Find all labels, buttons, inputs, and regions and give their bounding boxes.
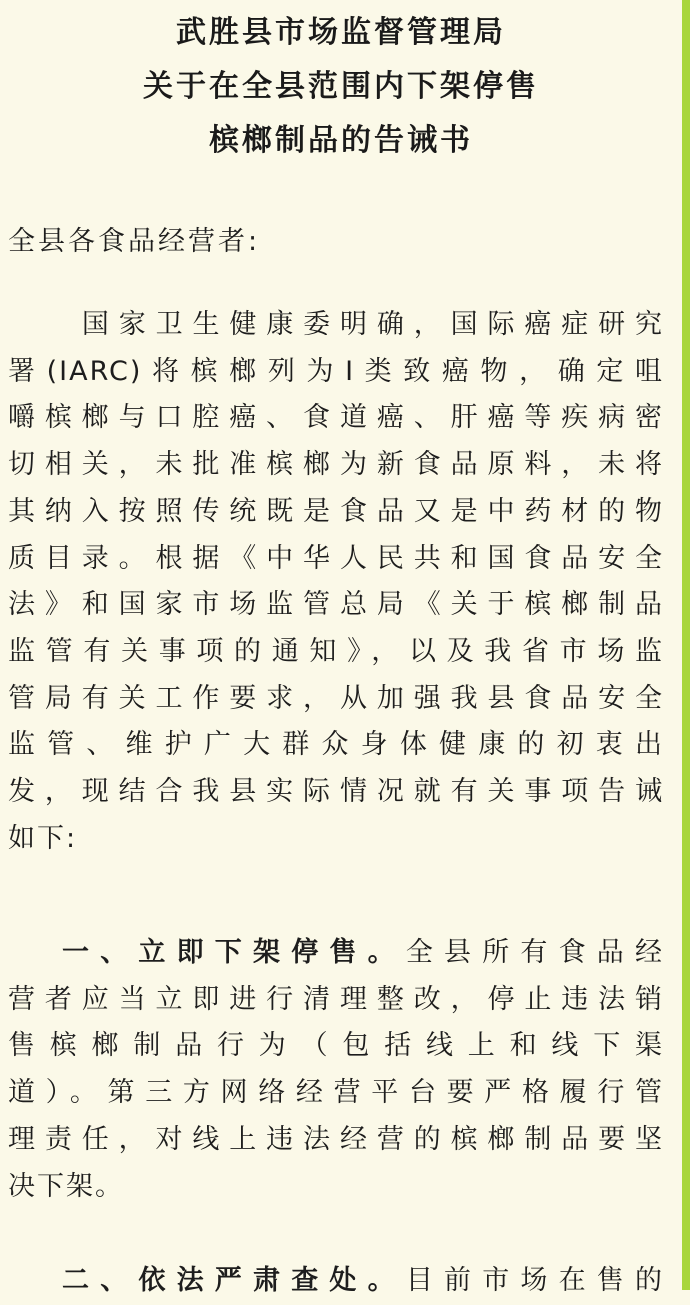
paragraph-line: 道）。第三方网络经营平台要严格履行管: [8, 1077, 664, 1109]
paragraph-line: 其纳入按照传统既是食品又是中药材的物: [8, 495, 664, 527]
paragraph-line: 法》和国家市场监管总局《关于槟榔制品: [8, 589, 664, 621]
section-first-line-text: 全县所有食品经: [405, 937, 664, 968]
section-first-line: [8, 930, 664, 977]
salutation: 全县各食品经营者:: [8, 226, 261, 257]
paragraph-line: 嚼槟榔与口腔癌、食道癌、肝癌等疾病密: [8, 402, 664, 434]
paragraph-line: 监管、维护广大群众身体健康的初衷出: [8, 729, 664, 761]
paragraph-line: 理责任，对线上违法经营的槟榔制品要坚: [8, 1123, 664, 1155]
paragraph-line: 署(IARC)将槟榔列为I类致癌物，确定咀: [8, 355, 664, 387]
section-first-line-text: 目前市场在售的: [405, 1265, 664, 1296]
paragraph-line: 管局有关工作要求，从加强我县食品安全: [8, 682, 664, 714]
document-title: [0, 0, 682, 168]
paragraph-line: 切相关，未批准槟榔为新食品原料，未将: [8, 449, 664, 481]
paragraph-line: 决下架。: [8, 1170, 124, 1202]
paragraph-section-2: [8, 1258, 664, 1305]
paragraph-line: 监管有关事项的通知》，以及我省市场监: [8, 635, 664, 667]
section-heading: 一、立即下架停售。: [62, 937, 406, 968]
title-line-1: 武胜县市场监督管理局: [176, 15, 506, 50]
paragraph-intro: [8, 302, 664, 862]
paragraph-line: 营者应当立即进行清理整改，停止违法销: [8, 983, 664, 1015]
paragraph-section-1: [8, 930, 664, 1210]
section-first-line: [8, 1258, 664, 1305]
title-line-3: 槟榔制品的告诫书: [209, 123, 473, 158]
title-line-2: 关于在全县范围内下架停售: [143, 69, 539, 104]
paragraph-line: 国家卫生健康委明确，国际癌症研究: [8, 309, 664, 340]
section-heading: 二、依法严肃查处。: [62, 1265, 406, 1296]
paragraph-line: 质目录。根据《中华人民共和国食品安全: [8, 542, 664, 574]
paragraph-line: 如下:: [8, 822, 78, 854]
paragraph-line: 售槟榔制品行为（包括线上和线下渠: [8, 1030, 664, 1062]
paragraph-line: 发，现结合我县实际情况就有关事项告诫: [8, 776, 664, 808]
right-edge-bar: [682, 0, 690, 1290]
